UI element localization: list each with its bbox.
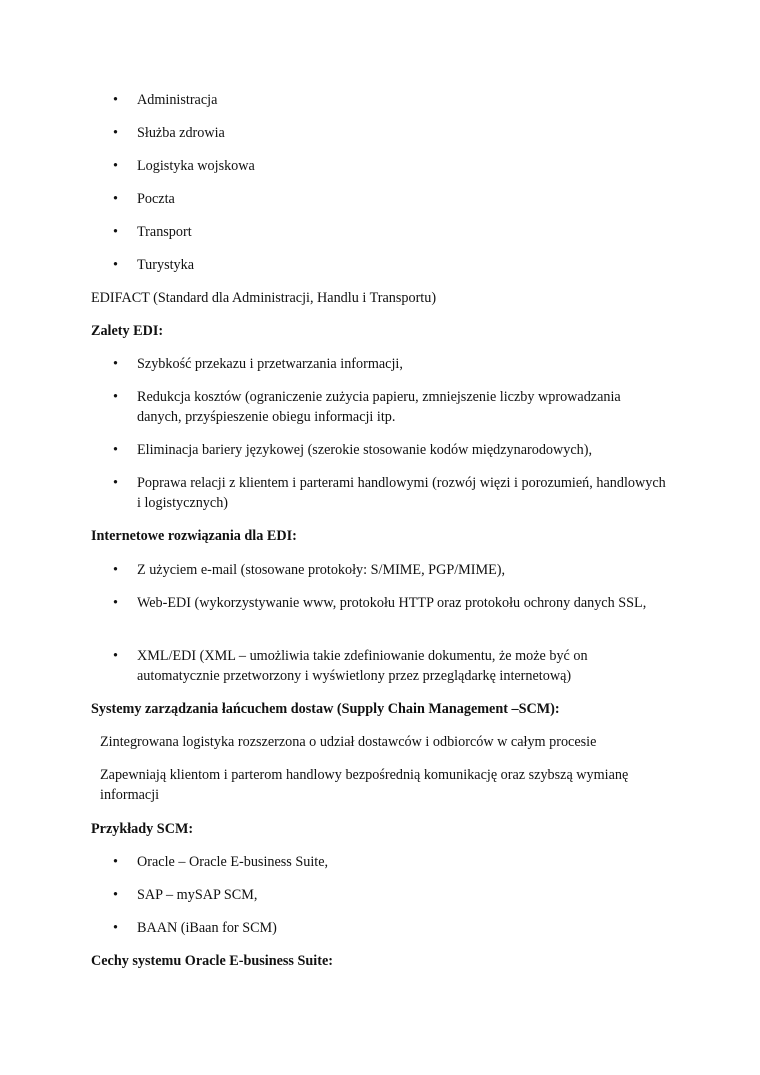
bullet: • [113, 887, 118, 903]
list-item-text: Poprawa relacji z klientem i parterami handlowymi (rozwój więzi i porozumień, handlowych i logistycznych) [137, 475, 666, 511]
bullet: • [113, 648, 118, 664]
bullet: • [113, 389, 118, 405]
bullet: • [113, 595, 118, 611]
bullet: • [113, 442, 118, 458]
edifact-paragraph: EDIFACT (Standard dla Administracji, Handlu i Transportu) [91, 290, 437, 306]
bullet: • [113, 92, 118, 108]
bullet: • [113, 191, 118, 207]
scm-heading: Systemy zarządzania łańcuchem dostaw (Supply Chain Management –SCM): [91, 701, 560, 717]
bullet: • [113, 158, 118, 174]
list-item-text: Redukcja kosztów (ograniczenie zużycia papieru, zmniejszenie liczby wprowadzania danych, przyśpieszenie obiegu informacji itp. [137, 389, 621, 425]
przyklady-heading: Przykłady SCM: [91, 821, 194, 837]
list-item-text: XML/EDI (XML – umożliwia takie zdefiniowanie dokumentu, że może być on automatycznie przetworzony i wyświetlony przez przeglądarkę internetową) [137, 648, 588, 684]
scm-paragraph-1: Zintegrowana logistyka rozszerzona o udział dostawców i odbiorców w całym procesie [100, 734, 597, 750]
list-item-text: Administracja [137, 92, 218, 108]
list-item-text: Transport [137, 224, 192, 240]
bullet: • [113, 257, 118, 273]
list-item-text: Poczta [137, 191, 175, 207]
list-item-text: Turystyka [137, 257, 195, 273]
bullet: • [113, 125, 118, 141]
bullet: • [113, 920, 118, 936]
bullet: • [113, 224, 118, 240]
list-item-text: Logistyka wojskowa [137, 158, 255, 174]
bullet: • [113, 356, 118, 372]
bullet: • [113, 562, 118, 578]
list-item-text: Eliminacja bariery językowej (szerokie stosowanie kodów międzynarodowych), [137, 442, 593, 458]
internet-heading: Internetowe rozwiązania dla EDI: [91, 528, 297, 544]
scm-paragraph-2-text: Zapewniają klientom i parterom handlowy bezpośrednią komunikację oraz szybszą wymianę informacji [100, 767, 629, 803]
list-item-text: Z użyciem e-mail (stosowane protokoły: S/MIME, PGP/MIME), [137, 562, 506, 578]
list-item-text: Oracle – Oracle E-business Suite, [137, 854, 329, 870]
list-item-text: BAAN (iBaan for SCM) [137, 920, 277, 936]
zalety-heading: Zalety EDI: [91, 323, 164, 339]
list-item-text: Szybkość przekazu i przetwarzania informacji, [137, 356, 403, 372]
list-item-text: Służba zdrowia [137, 125, 225, 141]
list-item-text: SAP – mySAP SCM, [137, 887, 258, 903]
cechy-heading: Cechy systemu Oracle E-business Suite: [91, 953, 333, 969]
scm-paragraph-2 [91, 765, 680, 805]
list-item-text: Web-EDI (wykorzystywanie www, protokołu HTTP oraz protokołu ochrony danych SSL, [137, 595, 647, 611]
bullet: • [113, 854, 118, 870]
bullet: • [113, 475, 118, 491]
